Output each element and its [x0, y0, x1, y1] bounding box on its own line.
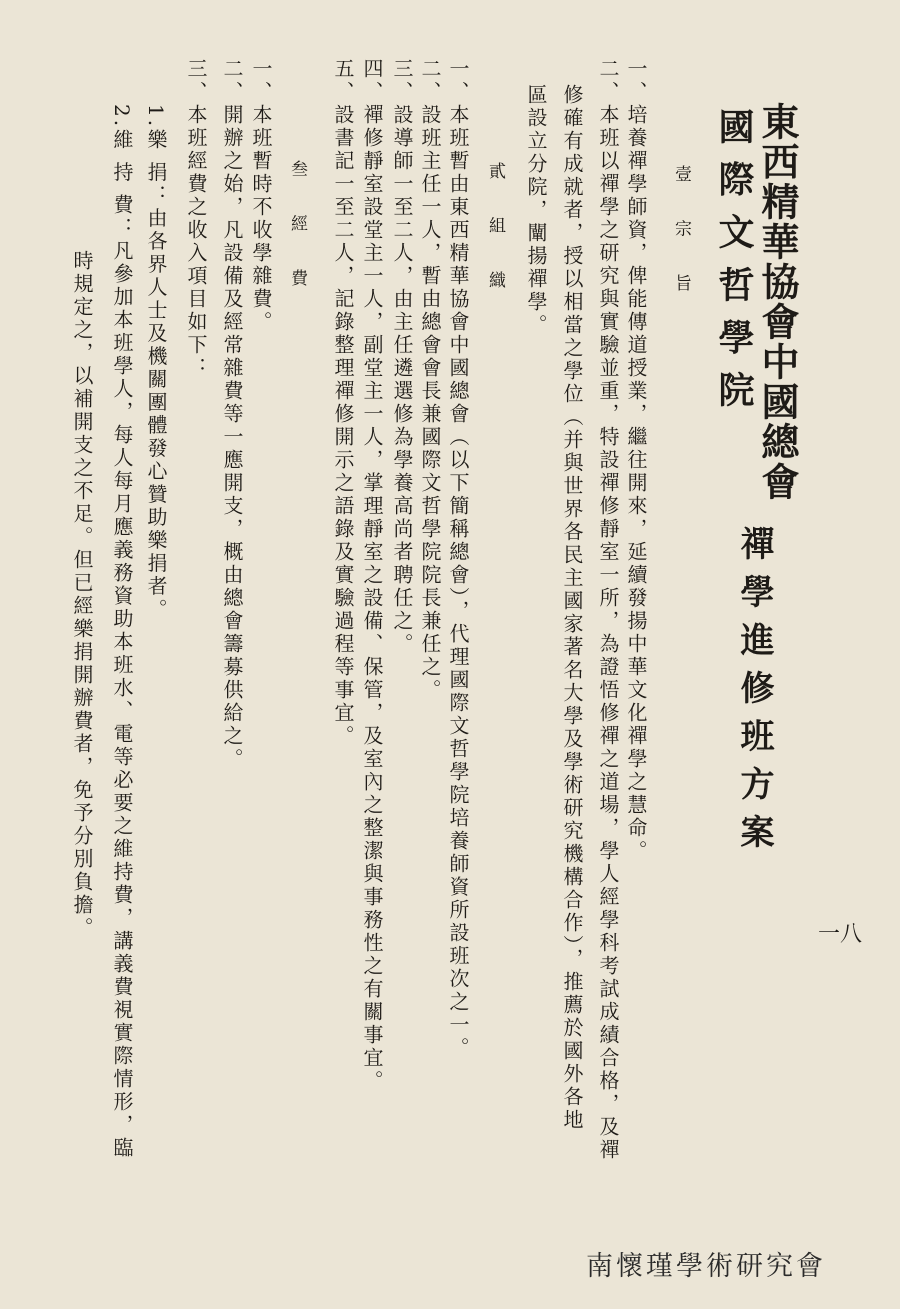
section-line: 一、培養禪學師資，俾能傳道授業，繼往開來，延續發揚中華文化禪學之慧命。 — [624, 58, 648, 863]
section-line: 區設立分院，闡揚禪學。 — [524, 84, 548, 337]
section-line: 一、本班暫由東西精華協會中國總會（以下簡稱總會），代理國際文哲學院培養師資所設班次之一。 — [446, 58, 470, 1060]
section-heading: 貳 組 織 — [485, 162, 505, 304]
section-line: 三、設導師一至二人，由主任遴選修為學養高尚者聘任之。 — [390, 58, 414, 656]
section-line: 三、本班經費之收入項目如下： — [184, 58, 208, 380]
document-title-line2: 國 際 文 哲 學 院 — [713, 108, 755, 409]
section-line: 二、設班主任一人，暫由總會會長兼國際文哲學院院長兼任之。 — [418, 58, 442, 702]
section-line: 五、設書記一至二人，記錄整理禪修開示之語錄及實驗過程等事宜。 — [331, 58, 355, 748]
section-heading: 叁 經 費 — [287, 160, 307, 302]
section-line: 1.樂 捐：由各界人士及機關團體發心贊助樂捐者。 — [144, 104, 168, 622]
page-number: 一八 — [818, 922, 863, 947]
publisher-footer: 南懷瑾學術研究會 — [586, 1251, 826, 1282]
document-title-line3: 禪學進修班方案 — [734, 526, 774, 862]
section-heading: 壹 宗 旨 — [671, 165, 691, 307]
section-line: 2.維 持 費：凡參加本班學人，每人每月應義務資助本班水、電等必要之維持費，講義費視實際情形，臨 — [110, 104, 134, 1160]
section-line: 一、本班暫時不收學雜費。 — [249, 58, 273, 334]
document-title-line1: 東西精華協會中國總會 — [755, 102, 800, 502]
section-line: 二、本班以禪學之研究與實驗並重，特設禪修靜室一所，為證悟修禪之道場，學人經學科考試成績合格，及禪 — [596, 58, 620, 1162]
section-line: 二、開辦之始，凡設備及經常雜費等一應開支，概由總會籌募供給之。 — [220, 58, 244, 771]
section-line: 時規定之，以補開支之不足。但已經樂捐開辦費者，免予分別負擔。 — [70, 250, 94, 940]
section-line: 四、禪修靜室設堂主一人，副堂主一人，掌理靜室之設備、保管，及室內之整潔與事務性之有關事宜。 — [360, 58, 384, 1093]
section-line: 修確有成就者，授以相當之學位（并與世界各民主國家著名大學及學術研究機構合作），推薦於國外各地 — [560, 84, 584, 1132]
